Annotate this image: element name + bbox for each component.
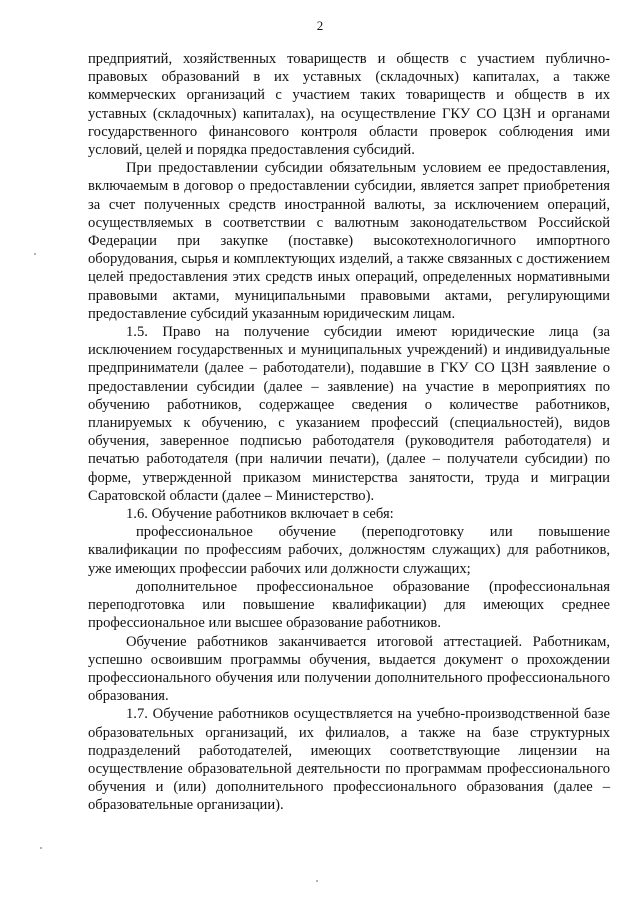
paragraph-additional-education: дополнительное профессиональное образование (профессиональная переподготовка или повышение квалификации) для имеющих среднее профессиональное или высшее образование работников. — [88, 578, 610, 632]
paragraph-1-7: 1.7. Обучение работников осуществляется на учебно-производственной базе образовательных организаций, их филиалов, а также на базе структурных подразделений работодателей, имеющих соответствующие лицензии на осуществление образовательной деятельности по программам профессионального обучения и (или) дополнительного профессионального образования (далее – образовательные организации). — [88, 706, 610, 814]
paragraph-1-6: 1.6. Обучение работников включает в себя: — [126, 506, 394, 523]
page-number: 2 — [316, 18, 324, 33]
paragraph-vocational-training: профессиональное обучение (переподготовку или повышение квалификации по профессиям рабочих, должностям служащих) для работников, уже имеющих профессии рабочих или должности служащих; — [88, 524, 610, 577]
paragraph-subsidy-condition: При предоставлении субсидии обязательным условием ее предоставления, включаемым в договор о предоставлении субсидии, является запрет приобретения за счет полученных средств иностранной валюты, за исключением операций, осуществляемых в соответствии с валютным законодательством Российской Федерации при закупке (поставке) высокотехнологичного импортного оборудования, сырья и комплектующих изделий, а также связанных с достижением целей предоставления этих средств иных операций, определенных нормативными правовыми актами, муниципальными правовыми актами, регулирующими предоставление субсидий указанным юридическим лицам. — [88, 160, 610, 322]
scan-speck — [40, 847, 42, 849]
scan-speck — [34, 253, 36, 255]
document-body — [88, 50, 610, 815]
scan-speck — [316, 880, 318, 882]
paragraph-final-attestation: Обучение работников заканчивается итоговой аттестацией. Работникам, успешно освоившим программы обучения, выдается документ о прохождении профессионального обучения или получении дополнительного профессионального образования. — [88, 633, 610, 705]
paragraph-1-5: 1.5. Право на получение субсидии имеют юридические лица (за исключением государственных и муниципальных учреждений) и индивидуальные предприниматели (далее – работодатели), подавшие в ГКУ СО ЦЗН заявление о предоставлении субсидии (далее – заявление) на участие в мероприятиях по обучению работников, содержащее сведения о количестве работников, планируемых к обучению, с указанием профессий (специальностей), видов обучения, заверенное подписью работодателя (руководителя работодателя) и печатью работодателя (при наличии печати), (далее – получатели субсидии) по форме, утвержденной приказом министерства занятости, труда и миграции Саратовской области (далее – Министерство). — [88, 324, 610, 504]
paragraph-continuation: предприятий, хозяйственных товариществ и обществ с участием публично-правовых образований в их уставных (складочных) капиталах, а также коммерческих организаций с участием таких товариществ и обществ в их уставных (складочных) капиталах), на осуществление ГКУ СО ЦЗН и органами государственного финансового контроля области проверок соблюдения ими условий, целей и порядка предоставления субсидий. — [88, 51, 610, 159]
